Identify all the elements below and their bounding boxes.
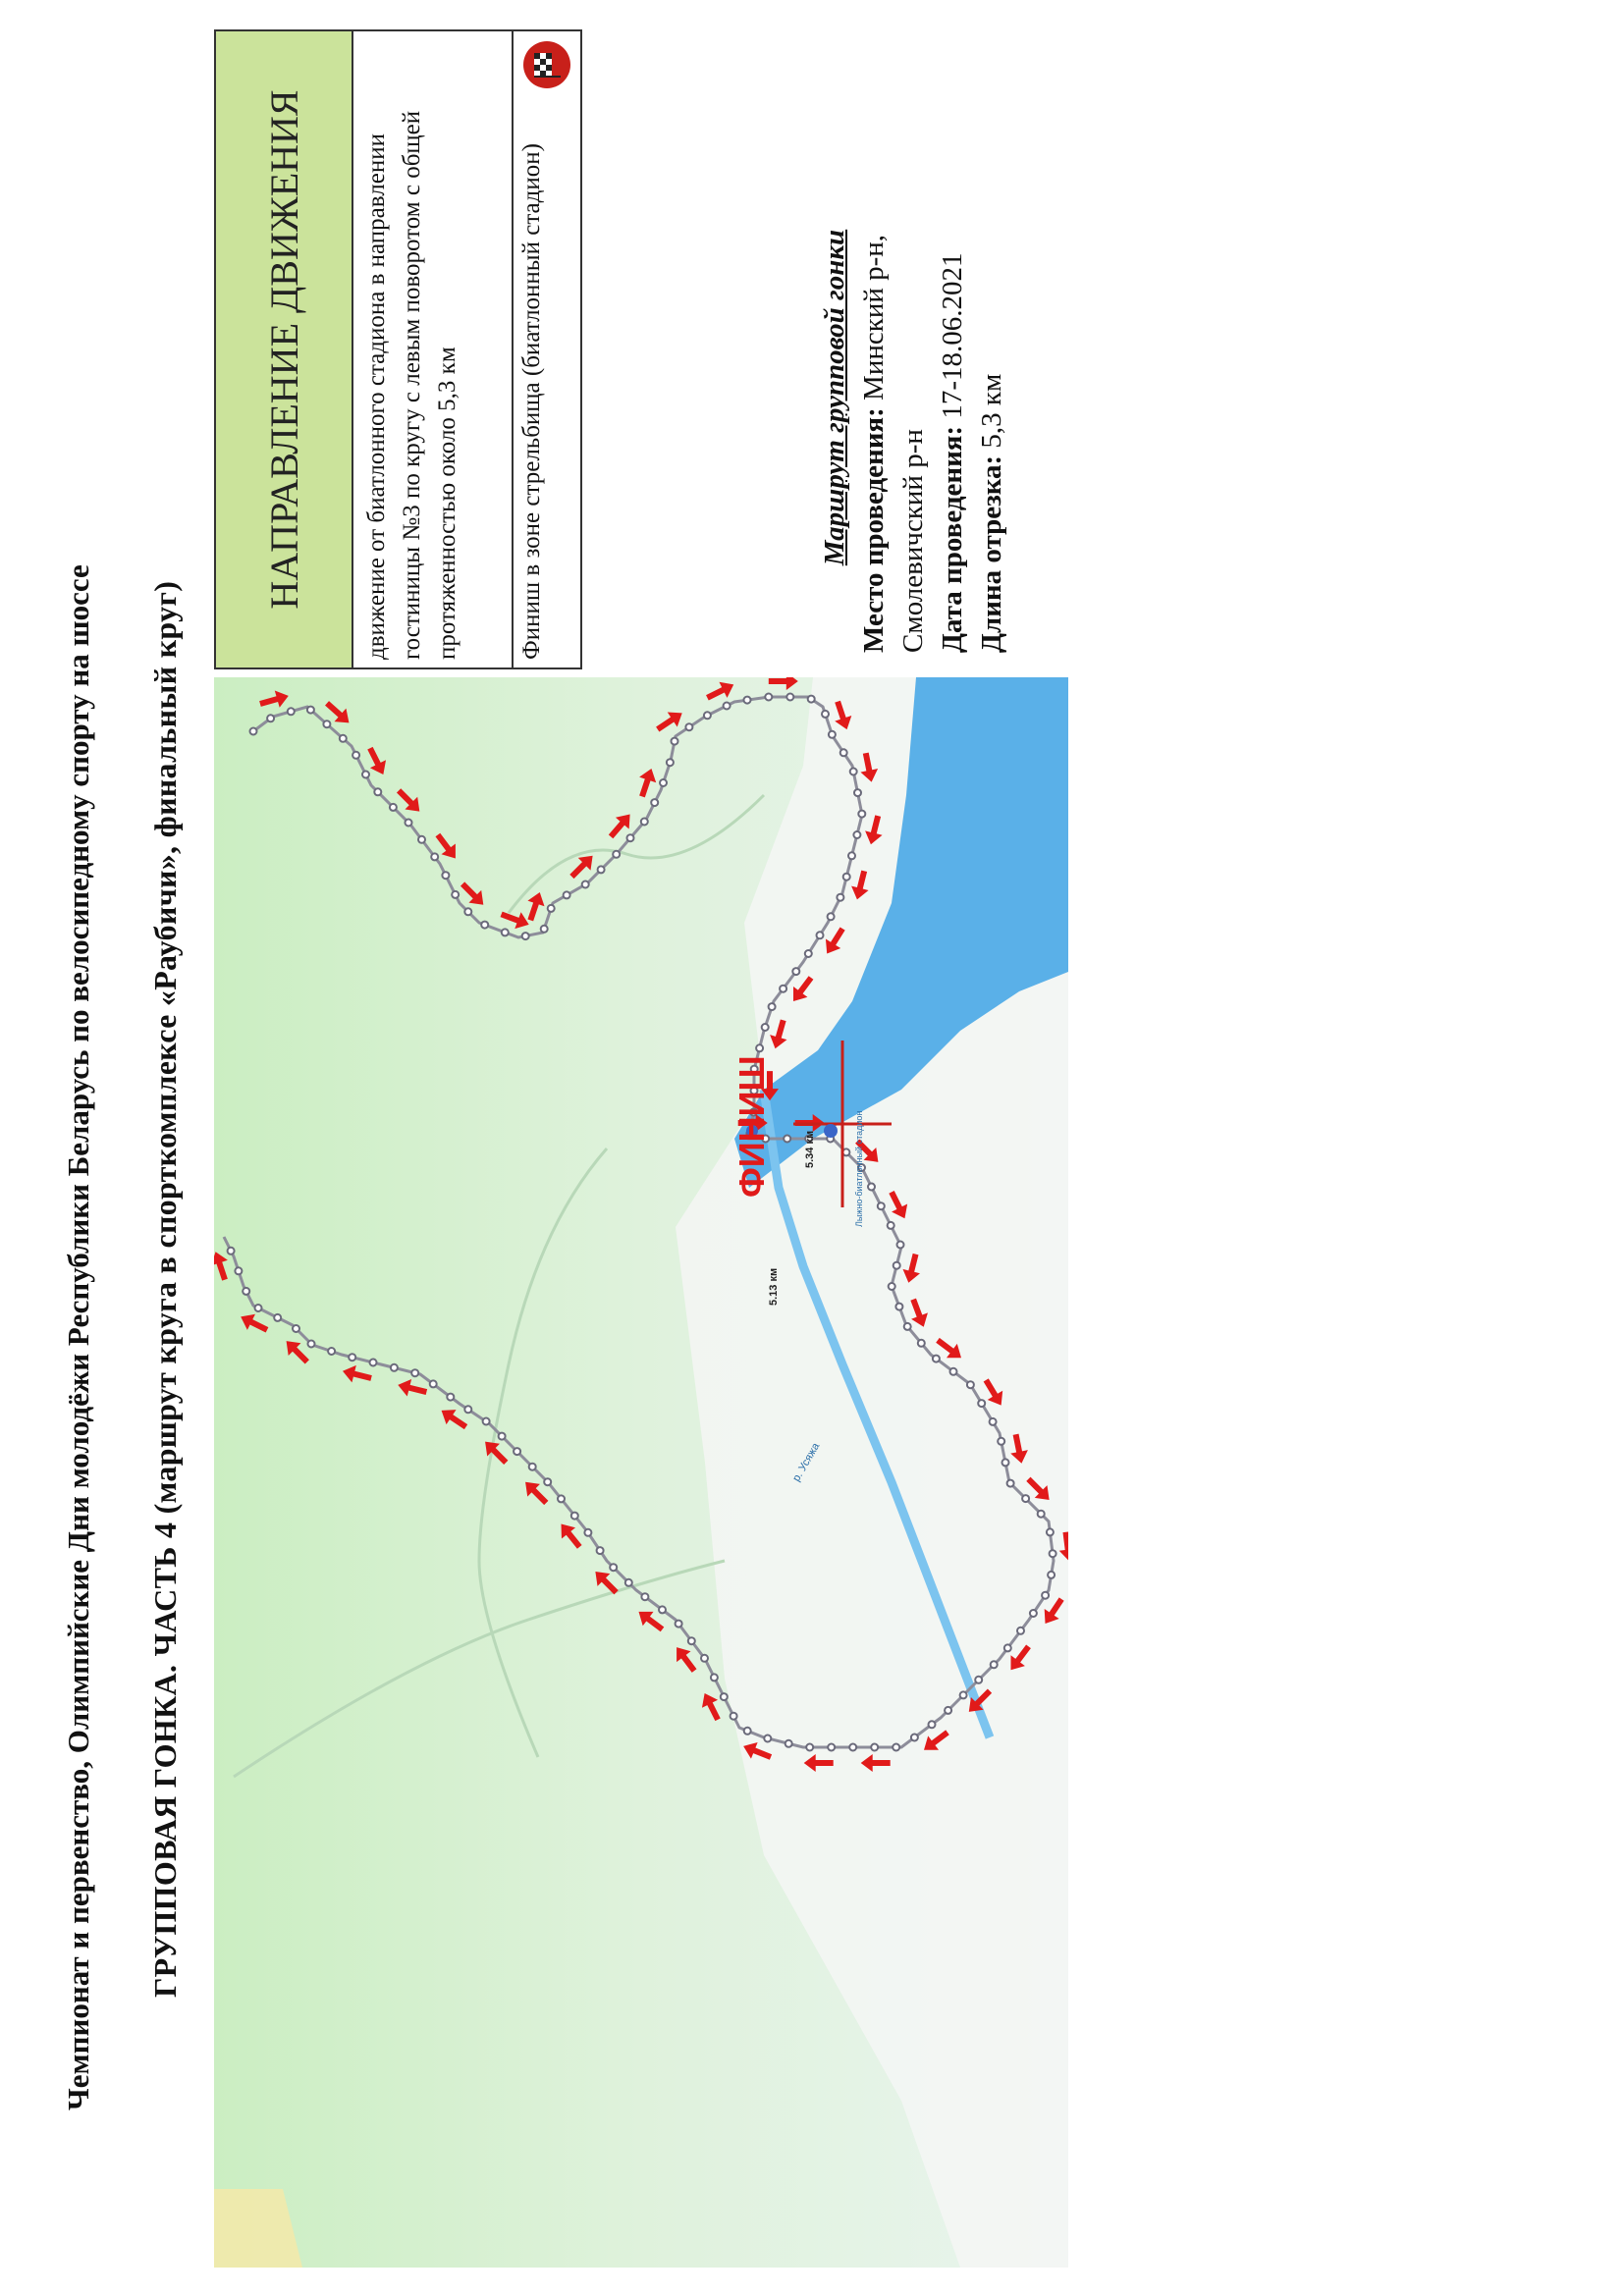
route-waypoint — [328, 1348, 335, 1355]
route-waypoint — [711, 1674, 718, 1681]
route-waypoint — [390, 804, 397, 811]
route-waypoint — [1047, 1528, 1054, 1535]
route-waypoint — [744, 697, 751, 704]
route-waypoint — [978, 1400, 985, 1407]
route-waypoint — [676, 1621, 682, 1628]
route-waypoint — [991, 1661, 998, 1668]
route-waypoint — [967, 1381, 974, 1388]
route-waypoint — [431, 853, 438, 860]
route-waypoint — [452, 891, 459, 898]
route-waypoint — [848, 852, 855, 859]
route-waypoint — [731, 1713, 737, 1720]
route-waypoint — [950, 1368, 957, 1375]
route-waypoint — [672, 738, 678, 745]
route-waypoint — [349, 1354, 355, 1361]
route-waypoint — [243, 1288, 249, 1295]
route-waypoint — [888, 1222, 894, 1229]
route-waypoint — [514, 1448, 520, 1455]
route-waypoint — [391, 1364, 398, 1371]
route-waypoint — [792, 968, 799, 975]
route-waypoint — [584, 1529, 591, 1536]
route-waypoint — [893, 1744, 899, 1751]
route-waypoint — [1017, 1628, 1024, 1634]
route-waypoint — [340, 735, 347, 742]
route-waypoint — [610, 1564, 617, 1571]
length-label: Длина отрезка: — [976, 454, 1007, 653]
route-waypoint — [806, 1744, 813, 1751]
route-waypoint — [571, 1513, 578, 1520]
route-waypoint — [430, 1380, 437, 1387]
route-waypoint — [641, 1593, 648, 1600]
route-waypoint — [1050, 1550, 1056, 1557]
route-waypoint — [660, 779, 667, 786]
route-waypoint — [641, 819, 648, 826]
route-waypoint — [499, 1433, 506, 1440]
route-waypoint — [828, 1744, 835, 1751]
route-waypoint — [541, 926, 548, 933]
route-waypoint — [960, 1691, 967, 1698]
route-waypoint — [688, 1637, 695, 1644]
route-waypoint — [522, 933, 529, 939]
route-waypoint — [651, 799, 658, 806]
route-waypoint — [721, 1693, 728, 1700]
route-waypoint — [769, 1003, 776, 1010]
route-waypoint — [352, 752, 359, 759]
route-waypoint — [564, 891, 570, 898]
route-waypoint — [893, 1262, 900, 1269]
date-value: 17-18.06.2021 — [937, 252, 968, 419]
route-waypoint — [837, 894, 843, 901]
route-waypoint — [597, 1547, 604, 1554]
route-waypoint — [1048, 1572, 1055, 1578]
route-waypoint — [701, 1655, 708, 1662]
route-waypoint — [817, 932, 824, 938]
legend-title: НАПРАВЛЕНИЕ ДВИЖЕНИЯ — [216, 31, 353, 667]
route-waypoint — [483, 1418, 490, 1425]
route-waypoint — [274, 1314, 281, 1321]
route-waypoint — [293, 1325, 299, 1332]
route-waypoint — [228, 1248, 235, 1255]
route-info-heading: Маршрут групповой гонки — [819, 229, 850, 566]
page-title-line-1: Чемпионат и первенство, Олимпийские Дни молодёжи Республики Беларусь по велосипедному спорту на шоссе — [61, 564, 95, 2110]
venue-value: Минский р-н, Смолевичский р-н — [858, 234, 929, 653]
route-waypoint — [1004, 1644, 1011, 1651]
legend-finish-text: Финиш в зоне стрельбища (биатлонный стадион) — [518, 143, 545, 660]
route-waypoint — [288, 708, 295, 715]
route-waypoint — [829, 731, 836, 738]
route-waypoint — [558, 1495, 565, 1502]
route-waypoint — [625, 1579, 632, 1586]
route-waypoint — [308, 1341, 315, 1348]
route-waypoint — [548, 905, 555, 912]
route-waypoint — [659, 1606, 666, 1613]
length-value: 5,3 км — [976, 373, 1007, 449]
finish-label: ФИНИШ — [731, 1055, 772, 1198]
route-waypoint — [929, 1721, 936, 1728]
route-waypoint — [464, 1406, 471, 1413]
route-waypoint — [850, 769, 857, 775]
legend-finish-row — [514, 31, 580, 667]
route-waypoint — [785, 1740, 792, 1747]
route-waypoint — [374, 788, 381, 795]
route-waypoint — [784, 1136, 790, 1143]
route-waypoint — [1022, 1495, 1029, 1502]
route-waypoint — [871, 1744, 878, 1751]
route-waypoint — [998, 1438, 1004, 1445]
route-info — [815, 142, 1011, 653]
route-waypoint — [933, 1356, 940, 1362]
route-waypoint — [529, 1464, 536, 1470]
legend-description: движение от биатлонного стадиона в направлении гостиницы №3 по кругу с левым поворотом с общей протяженностью около 5,3 км — [352, 31, 514, 667]
route-waypoint — [765, 694, 772, 701]
route-waypoint — [235, 1267, 242, 1274]
route-waypoint — [780, 986, 786, 992]
route-waypoint — [990, 1418, 997, 1425]
route-waypoint — [464, 908, 471, 915]
route-waypoint — [1007, 1480, 1014, 1487]
legend-box — [214, 29, 582, 669]
km-534-label: 5.34 км — [804, 1130, 816, 1168]
route-waypoint — [447, 1394, 454, 1401]
route-waypoint — [822, 711, 829, 718]
river-label: р. Усяжа — [790, 1440, 823, 1484]
route-waypoint — [418, 836, 425, 843]
route-waypoint — [627, 834, 634, 841]
route-waypoint — [685, 723, 692, 730]
route-waypoint — [868, 1184, 875, 1191]
route-waypoint — [406, 820, 412, 827]
route-waypoint — [911, 1735, 918, 1741]
route-waypoint — [854, 789, 861, 796]
route-waypoint — [744, 1728, 751, 1735]
route-waypoint — [918, 1340, 925, 1347]
route-waypoint — [307, 707, 314, 714]
route-waypoint — [897, 1242, 904, 1249]
route-waypoint — [878, 1202, 885, 1209]
route-waypoint — [764, 1735, 771, 1742]
route-waypoint — [805, 950, 812, 957]
route-waypoint — [598, 866, 605, 873]
route-waypoint — [945, 1707, 951, 1714]
route-waypoint — [1002, 1459, 1009, 1466]
route-waypoint — [481, 922, 488, 929]
page-title-line-2: ГРУППОВАЯ ГОНКА. ЧАСТЬ 4 (маршрут круга в спорткомплексе «Раубичи», финальный круг) — [147, 580, 183, 1998]
route-waypoint — [808, 696, 815, 703]
route-waypoint — [267, 715, 274, 721]
route-waypoint — [724, 703, 731, 710]
route-waypoint — [323, 721, 330, 727]
venue-label: Место проведения: — [858, 407, 890, 653]
route-map — [214, 677, 1068, 2268]
route-waypoint — [1038, 1511, 1045, 1518]
route-waypoint — [828, 913, 835, 920]
route-waypoint — [786, 694, 793, 701]
route-waypoint — [544, 1478, 551, 1485]
route-waypoint — [582, 881, 589, 888]
route-waypoint — [889, 1283, 895, 1290]
route-waypoint — [255, 1305, 262, 1311]
route-waypoint — [250, 728, 257, 735]
route-waypoint — [762, 1024, 769, 1031]
route-waypoint — [1042, 1592, 1049, 1599]
route-waypoint — [843, 874, 850, 881]
route-waypoint — [849, 1744, 856, 1751]
route-waypoint — [858, 811, 865, 818]
route-waypoint — [370, 1360, 377, 1366]
route-waypoint — [411, 1369, 418, 1376]
route-waypoint — [895, 1304, 902, 1310]
route-waypoint — [442, 872, 449, 879]
route-waypoint — [704, 712, 711, 719]
route-waypoint — [613, 851, 620, 858]
checkered-flag-icon — [521, 39, 572, 90]
route-waypoint — [904, 1323, 911, 1330]
route-waypoint — [756, 1044, 763, 1051]
route-waypoint — [840, 749, 847, 756]
km-513-label: 5.13 км — [768, 1267, 780, 1306]
stadium-label: Лыжно-биатлонный стадион — [854, 1110, 864, 1227]
route-waypoint — [1030, 1610, 1037, 1617]
route-waypoint — [502, 929, 509, 935]
date-label: Дата проведения: — [937, 425, 968, 653]
route-waypoint — [362, 772, 369, 778]
route-waypoint — [975, 1677, 982, 1683]
route-waypoint — [667, 759, 674, 766]
route-waypoint — [853, 831, 860, 838]
